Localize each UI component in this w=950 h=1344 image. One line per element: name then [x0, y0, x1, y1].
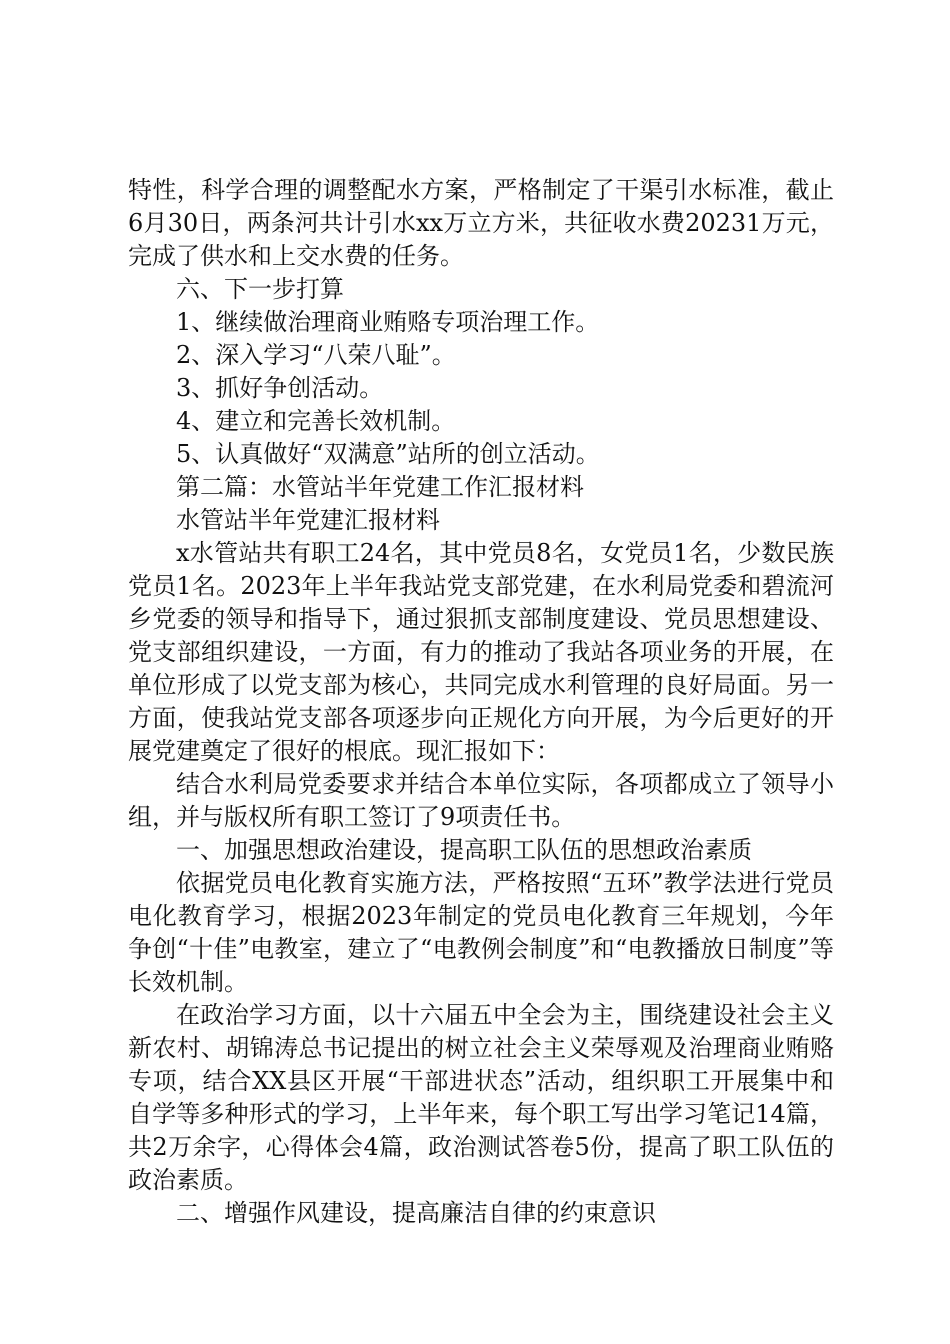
- document-body: [128, 174, 834, 1230]
- section-heading: 二、增强作风建设，提高廉洁自律的约束意识: [176, 1199, 656, 1227]
- paragraph: x水管站共有职工24名，其中党员8名，女党员1名，少数民族党员1名。2023年上半年我站党支部党建，在水利局党委和碧流河乡党委的领导和指导下，通过狠抓支部制度建设、党员思想建设、党支部组织建设，一方面，有力的推动了我站各项业务的开展，在单位形成了以党支部为核心，共同完成水利管理的良好局面。另一方面，使我站党支部各项逐步向正规化方向开展，为今后更好的开展党建奠定了很好的根底。现汇报如下：: [128, 539, 834, 765]
- paragraph-continuation: 特性，科学合理的调整配水方案，严格制定了干渠引水标准，截止6月30日，两条河共计引水xx万立方米，共征收水费20231万元，完成了供水和上交水费的任务。: [128, 176, 834, 270]
- paragraph: 在政治学习方面，以十六届五中全会为主，围绕建设社会主义新农村、胡锦涛总书记提出的树立社会主义荣辱观及治理商业贿赂专项，结合XX县区开展“干部进状态”活动，组织职工开展集中和自学等多种形式的学习，上半年来，每个职工写出学习笔记14篇，共2万余字，心得体会4篇，政治测试答卷5份，提高了职工队伍的政治素质。: [128, 1001, 834, 1194]
- paragraph: 依据党员电化教育实施方法，严格按照“五环”教学法进行党员电化教育学习，根据2023年制定的党员电化教育三年规划，今年争创“十佳”电教室，建立了“电教例会制度”和“电教播放日制度”等长效机制。: [128, 869, 834, 996]
- chapter-heading: 第二篇：水管站半年党建工作汇报材料: [176, 473, 584, 501]
- list-item: 2、深入学习“八荣八耻”。: [176, 341, 456, 369]
- list-item: 5、认真做好“双满意”站所的创立活动。: [176, 440, 600, 468]
- section-heading: 一、加强思想政治建设，提高职工队伍的思想政治素质: [176, 836, 752, 864]
- list-item: 3、抓好争创活动。: [176, 374, 384, 402]
- paragraph: 结合水利局党委要求并结合本单位实际，各项都成立了领导小组，并与版权所有职工签订了9项责任书。: [128, 770, 834, 831]
- list-item: 1、继续做治理商业贿赂专项治理工作。: [176, 308, 600, 336]
- document-title: 水管站半年党建汇报材料: [176, 506, 440, 534]
- list-item: 4、建立和完善长效机制。: [176, 407, 456, 435]
- section-heading-next-steps: 六、下一步打算: [176, 275, 344, 303]
